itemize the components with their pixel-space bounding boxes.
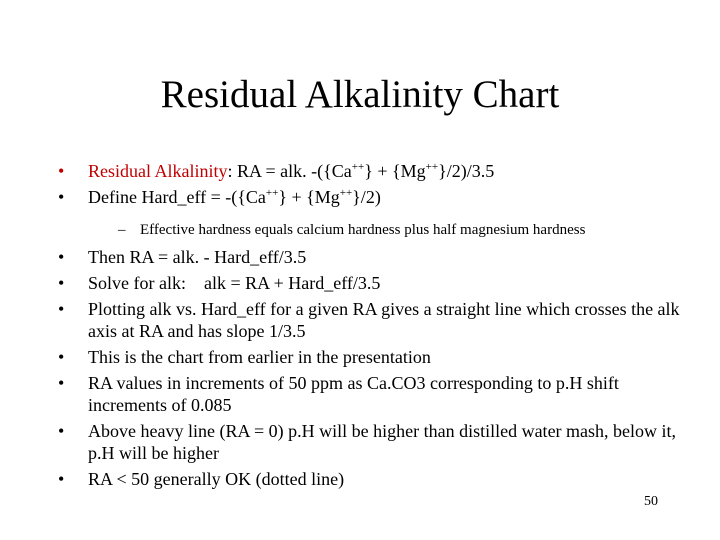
- bullet-marker: •: [58, 273, 65, 293]
- slide-title: Residual Alkalinity Chart: [160, 73, 560, 116]
- bullet-solve-for-alk: • Solve for alk: alk = RA + Hard_eff/3.5: [58, 273, 381, 293]
- bullet-ra-less-50: • RA < 50 generally OK (dotted line): [58, 469, 345, 489]
- bullet-then-ra: • Then RA = alk. - Hard_eff/3.5: [58, 247, 307, 267]
- bullet-marker: •: [58, 373, 65, 393]
- bullet-marker: •: [58, 161, 65, 181]
- sub-bullet-effective-hardness: – Effective hardness equals calcium hardness plus half magnesium hardness: [118, 222, 586, 238]
- bullet-marker: •: [58, 299, 65, 319]
- bullet-marker: •: [58, 469, 65, 489]
- page-number: 50: [644, 494, 658, 509]
- bullet-marker: •: [58, 347, 65, 367]
- bullet-list: [58, 160, 688, 490]
- bullet-above-heavy-line: • Above heavy line (RA = 0) p.H will be higher than distilled water mash, below it, p.H will be higher: [58, 421, 677, 463]
- bullet-marker: •: [58, 247, 65, 267]
- dash-marker: –: [118, 222, 126, 238]
- bullet-ra-values: • RA values in increments of 50 ppm as Ca.CO3 corresponding to p.H shift increments of 0.085: [58, 373, 619, 415]
- bullet-marker: •: [58, 187, 65, 207]
- bullet-marker: •: [58, 421, 65, 441]
- bullet-chart-earlier: • This is the chart from earlier in the presentation: [58, 347, 431, 367]
- bullet-residual-alkalinity: • Residual Alkalinity: RA = alk. -({Ca++} + {Mg++}/2)/3.5: [58, 161, 495, 181]
- bullet-define-hard-eff: • Define Hard_eff = -({Ca++} + {Mg++}/2): [58, 187, 381, 207]
- term-residual-alkalinity: Residual Alkalinity: [88, 161, 228, 181]
- bullet-plotting: • Plotting alk vs. Hard_eff for a given RA gives a straight line which crosses the alk axis at RA and has slope 1/3.5: [58, 299, 680, 341]
